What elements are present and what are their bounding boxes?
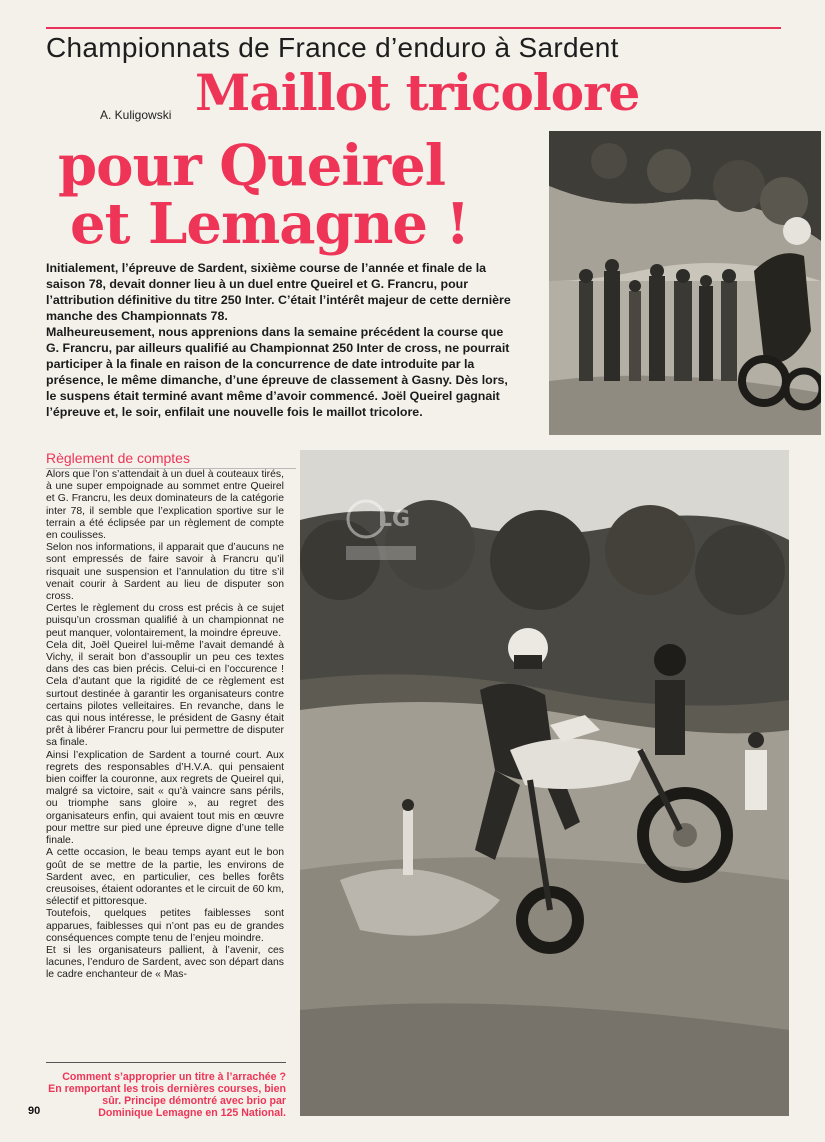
body-paragraph: Et si les organisateurs pallient, à l’avenir, ces lacunes, l’enduro de Sardent, avec son départ dans le cadre enchanteur de « Mas- xyxy=(46,944,284,981)
body-paragraph: Selon nos informations, il apparait que d’aucuns ne sont empressés de faire savoir à Francru qu’il risquait une suspension et l’annulation du titre s’il venait courir à Sardent au lieu de disputer son cross. xyxy=(46,542,284,603)
body-rule xyxy=(46,1062,286,1063)
kicker-title: Championnats de France d’enduro à Sardent xyxy=(46,32,619,63)
body-paragraph: Certes le règlement du cross est précis à ce sujet puisqu’un crossman qualifié à un championnat ne peut manquer, volontairement, la moindre épreuve. xyxy=(46,603,284,639)
watermark-logo xyxy=(336,494,426,574)
photo-caption: Comment s’approprier un titre à l’arrachée ? En remportant les trois dernières courses, bien sûr. Principe démontré avec brio par Dominique Lemagne en 125 National. xyxy=(48,1071,286,1119)
author-byline: A. Kuligowski xyxy=(100,108,172,122)
page-number: 90 xyxy=(28,1105,41,1117)
body-paragraph: A cette occasion, le beau temps ayant eut le bon goût de se mettre de la partie, les environs de Sardent avec, en particulier, ces belles forêts creusoises, étaient odorantes et le circuit de 60 km, sélectif et pittoresque. xyxy=(46,847,284,908)
watermark-text: LG xyxy=(378,507,411,532)
intro-paragraph: Malheureusement, nous apprenions dans la semaine précédent la course que G. Francru, par ailleurs qualifié au Championnat 250 Inter de cross, ne pourrait participer à la finale en raison de la concurrence de date introduite par la présence, le même dimanche, d’une épreuve de classement à Gasny. Dès lors, le suspens était terminé avant même d’avoir commencé. Joël Queirel gagnait l’épreuve et, le soir, enfilait une nouvelle fois le maillot tricolore. xyxy=(46,325,510,419)
body-paragraph: Toutefois, quelques petites faiblesses sont apparues, faiblesses qui n’ont pas eu de grandes conséquences compte tenu de l’enjeu moindre. xyxy=(46,908,284,944)
body-paragraph: Alors que l’on s’attendait à un duel à couteaux tirés, à une super empoignade au sommet entre Queirel et G. Francru, les deux dominateurs de la catégorie inter 78, il semble que l’explication sportive sur le terrain a été éclipsée par un règlement de compte en coulisses. xyxy=(46,469,284,542)
body-paragraph: Ainsi l’explication de Sardent a tourné court. Aux regrets des responsables d’H.V.A. qui pensaient bien coiffer la couronne, aux regrets de Queirel qui, malgré sa victoire, sait « qu’à vaincre sans périls, ou triomphe sans gloire », au regret des organisateurs enfin, qui avaient tout mis en œuvre pour mettre sur pied une épreuve digne d’une telle finale. xyxy=(46,749,284,847)
intro-paragraph: Initialement, l’épreuve de Sardent, sixième course de l’année et finale de la saison 78, devait donner lieu à un duel entre Queirel et G. Francru, pour l’attribution définitive du titre 250 Inter. C’était l’intérêt majeur de cette dernière manche des Championnats 78. xyxy=(46,261,511,323)
article-body xyxy=(46,469,284,982)
top-rule xyxy=(46,27,781,29)
body-paragraph: Cela dit, Joël Queirel lui-même l’avait demandé à Vichy, il serait bon d’assouplir un peu ces textes dans des cas bien précis. Celui-ci en l’occurence ! Cela d’autant que la rigidité de ce règlement est surtout destinée à garantir les organisateurs contre certains pilotes velleitaires. En revanche, dans le cas qui nous intéresse, le président de Gasny était prêt à libérer Francru pour lui permettre de disputer sa finale. xyxy=(46,639,284,749)
headline-line-2: pour Queirel xyxy=(58,133,446,199)
headline-line-1: Maillot tricolore xyxy=(195,63,640,122)
intro-lead xyxy=(46,260,518,420)
headline-line-3: et Lemagne ! xyxy=(70,191,470,257)
section-title: Règlement de comptes xyxy=(46,450,190,466)
photo-spectators xyxy=(549,131,821,435)
